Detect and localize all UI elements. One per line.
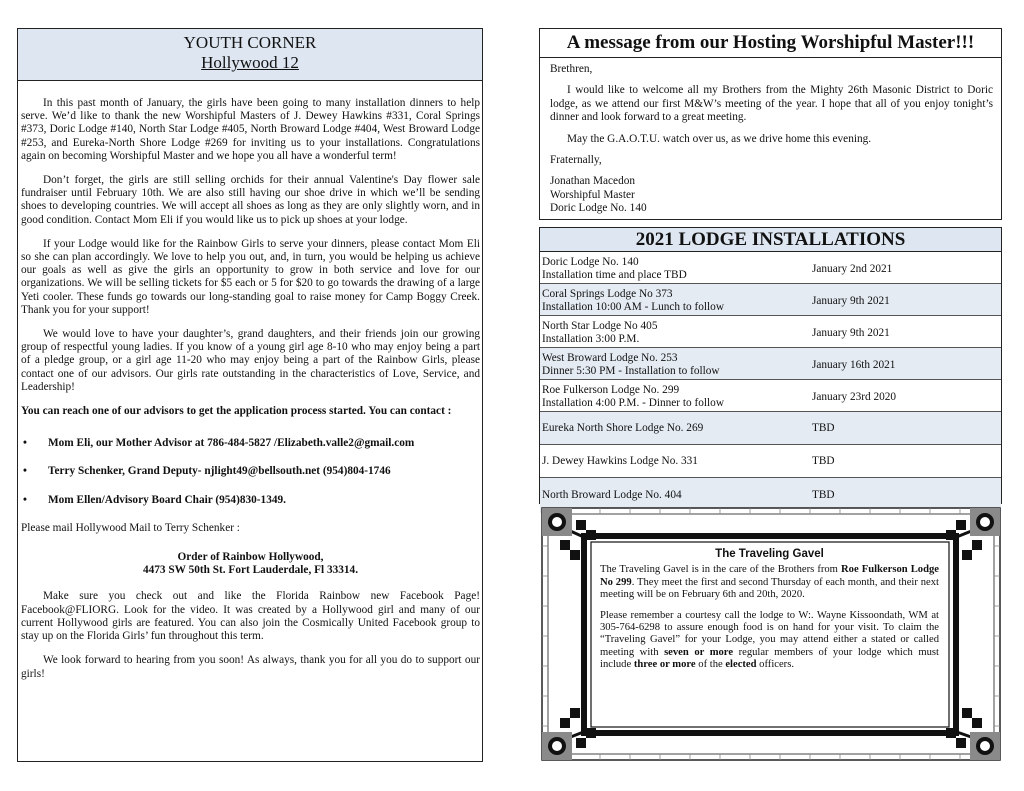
table-row bbox=[540, 284, 1001, 316]
lodge-name: Eureka North Shore Lodge No. 269 bbox=[542, 422, 704, 434]
installation-date: January 2nd 2021 bbox=[812, 263, 893, 275]
message-paragraph: I would like to welcome all my Brothers from the Mighty 26th Masonic District to Doric lodge, as we attend our first M&W’s meeting of the year. I hope that all of you enjoy tonight’s dinner and look forward to a great meeting. bbox=[550, 84, 993, 124]
traveling-gavel-box bbox=[540, 506, 1002, 762]
table-row bbox=[540, 252, 1001, 284]
installation-date: January 9th 2021 bbox=[812, 327, 890, 339]
message-greeting: Brethren, bbox=[550, 63, 593, 75]
gavel-paragraph: Please remember a courtesy call the lodge to W:. Wayne Kissoondath, WM at 305-764-6298 to assure enough food is on hand for your visit. To claim the “Traveling Gavel” for your Lodge, you may attend either a stated or called meeting with seven or more regular members of your lodge which must include three or more of the elected officers. bbox=[600, 609, 939, 671]
installation-date: January 9th 2021 bbox=[812, 295, 890, 307]
gavel-content bbox=[594, 544, 945, 726]
signature-title: Worshipful Master bbox=[550, 188, 635, 201]
lodge-name: Roe Fulkerson Lodge No. 299 bbox=[542, 384, 680, 396]
mail-line: Please mail Hollywood Mail to Terry Schenker : bbox=[21, 521, 240, 534]
gavel-paragraph: The Traveling Gavel is in the care of the Brothers from Roe Fulkerson Lodge No 299. They meet the first and second Thursday of each month, and their next meeting will be on February 6th and 20th, 2020. bbox=[600, 564, 939, 601]
message-title: A message from our Hosting Worshipful Master!!! bbox=[540, 29, 1001, 58]
installation-date: TBD bbox=[812, 489, 835, 501]
installation-date: January 16th 2021 bbox=[812, 359, 896, 371]
lodge-detail: Installation 3:00 P.M. bbox=[542, 333, 640, 345]
lodge-detail: Installation time and place TBD bbox=[542, 269, 687, 281]
youth-corner-body bbox=[21, 97, 480, 692]
signature-name: Jonathan Macedon bbox=[550, 175, 636, 188]
table-row bbox=[540, 412, 1001, 445]
installations-title: 2021 LODGE INSTALLATIONS bbox=[540, 228, 1001, 252]
installation-date: TBD bbox=[812, 455, 835, 467]
youth-paragraph: We look forward to hearing from you soon! As always, thank you for all you do to support our girls! bbox=[21, 654, 480, 680]
table-row bbox=[540, 316, 1001, 348]
contact-item: • Mom Eli, our Mother Advisor at 786-484-5827 /Elizabeth.valle2@gmail.com bbox=[23, 437, 415, 450]
lodge-name: Coral Springs Lodge No 373 bbox=[542, 288, 673, 300]
gavel-title: The Traveling Gavel bbox=[715, 548, 824, 560]
lodge-name: Doric Lodge No. 140 bbox=[542, 256, 639, 268]
contact-item: • Terry Schenker, Grand Deputy- njlight49@bellsouth.net (954)804-1746 bbox=[23, 465, 391, 478]
table-row bbox=[540, 380, 1001, 412]
lodge-name: J. Dewey Hawkins Lodge No. 331 bbox=[542, 455, 698, 467]
youth-corner-panel bbox=[17, 28, 483, 762]
installations-table bbox=[539, 227, 1002, 504]
message-body bbox=[540, 58, 1001, 216]
contact-item: • Mom Ellen/Advisory Board Chair (954)830-1349. bbox=[23, 493, 286, 506]
lodge-name: North Star Lodge No 405 bbox=[542, 320, 658, 332]
lodge-name: North Broward Lodge No. 404 bbox=[542, 489, 682, 501]
master-message-box bbox=[539, 28, 1002, 220]
gavel-lodge-name: Roe Fulkerson Lodge No 299 bbox=[600, 564, 939, 588]
lodge-detail: Installation 4:00 P.M. - Dinner to follow bbox=[542, 397, 724, 409]
installation-date: TBD bbox=[812, 422, 835, 434]
youth-paragraph: Don’t forget, the girls are still selling orchids for their annual Valentine's Day flower sale fundraiser until February 10th. We are also still having our shoe drive in which we’ll be sending shoes to developing countries. We will accept all shoes as long as they are only slightly worn, and in good condition. Contact Mom Eli if you would like us to pick up shoes at your lodge. bbox=[21, 174, 480, 226]
advisors-intro: You can reach one of our advisors to get the application process started. You can contact : bbox=[21, 405, 452, 418]
youth-paragraph: We would love to have your daughter’s, grand daughters, and their friends join our growing group of respectful young ladies. If you know of a young girl age 8-10 who may enjoy being a part of a pledge group, or a girl age 11-20 who may enjoy being a part of the Rainbow Girls, please contact one of our advisors. Our girls rate outstanding in the characteristics of Love, Service, and Leadership! bbox=[21, 328, 480, 393]
signature-lodge: Doric Lodge No. 140 bbox=[550, 202, 647, 215]
lodge-detail: Dinner 5:30 PM - Installation to follow bbox=[542, 365, 720, 377]
youth-paragraph: Make sure you check out and like the Florida Rainbow new Facebook Page! Facebook@FLIORG. Look for the video. It was created by a Hollywood girl and many of our current Hollywood girls are featured. You can also join the Cosmically United Facebook group to stay up on the Florida Girls’ fun throughout this term. bbox=[21, 590, 480, 643]
address-line-1: Order of Rainbow Hollywood, bbox=[177, 551, 324, 564]
table-row bbox=[540, 348, 1001, 380]
address-line-2: 4473 SW 50th St. Fort Lauderdale, Fl 33314. bbox=[142, 564, 359, 577]
youth-paragraph: If your Lodge would like for the Rainbow Girls to serve your dinners, please contact Mom Eli so she can plan accordingly. We love to help you out, and, in turn, you would be helping us achieve our goals as well as give the girls an opportunity to grow in both service and love for our organizations. We will be selling tickets for $5 each or 5 for $20 to go towards the drawing of a large Yeti cooler. These funds go towards our long-standing goal to raise money for Camp Boggy Creek. Thank you for your support! bbox=[21, 237, 480, 316]
youth-corner-subtitle: Hollywood 12 bbox=[201, 53, 299, 72]
youth-paragraph: In this past month of January, the girls have been going to many installation dinners to help serve. We’d like to thank the new Worshipful Masters of J. Dewey Hawkins #331, Coral Springs #373, Doric Lodge #140, North Star Lodge #405, North Broward Lodge #404, West Broward Lodge #253, and Eureka-North Shore Lodge #269 for inviting us to your installations. Congratulations again on becoming Worshipful Master and we hope you all have a wonderful term! bbox=[21, 97, 480, 162]
table-row bbox=[540, 445, 1001, 478]
lodge-name: West Broward Lodge No. 253 bbox=[542, 352, 678, 364]
message-paragraph: May the G.A.O.T.U. watch over us, as we drive home this evening. bbox=[567, 132, 872, 145]
lodge-detail: Installation 10:00 AM - Lunch to follow bbox=[542, 301, 724, 313]
youth-corner-header bbox=[18, 29, 482, 81]
installation-date: January 23rd 2020 bbox=[812, 391, 897, 403]
message-closing: Fraternally, bbox=[550, 154, 602, 167]
youth-corner-title: YOUTH CORNER bbox=[183, 33, 317, 52]
